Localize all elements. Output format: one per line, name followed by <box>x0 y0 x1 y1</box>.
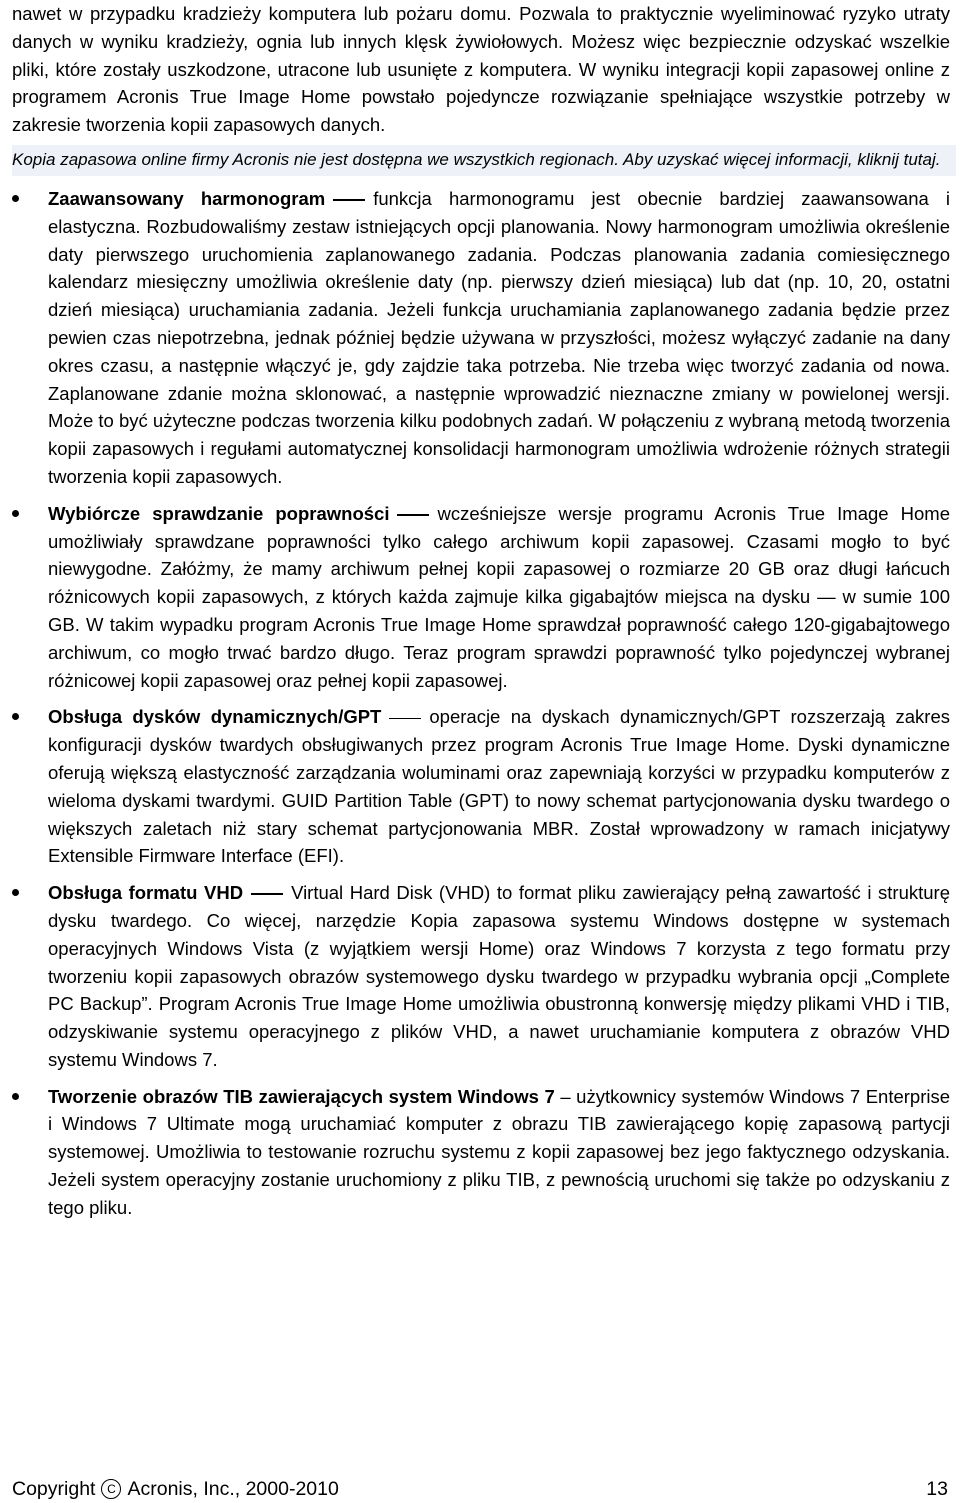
feature-text: funkcja harmonogramu jest obecnie bardziej zaawansowana i elastyczna. Rozbudowaliśmy zestaw istniejących opcji planowania. Nowy harmonogram umożliwia określenie daty pierwszego uruchomienia zaplanowanego zadania. Podczas planowania zadania comiesięcznego kalendarz miesięczny umożliwia określenie daty (np. pierwszy dzień miesiąca) lub dat (np. 10, 20, ostatni dzień miesiąca) uruchamiania zadania. Jeżeli funkcja uruchamiania zaplanowanego zadania będzie przez pewien czas niepotrzebna, jednak później będzie używana w przyszłości, możesz wyłączyć zadanie na dany okres czasu, a następnie włączyć je, gdy zajdzie taka potrzeba. Nie trzeba więc tworzyć zadania od nowa. Zaplanowane zdanie można sklonować, a następnie wprowadzić nieznaczne zmiany w powielonej wersji. Może to być użyteczne podczas tworzenia kilku podobnych zadań. W połączeniu z wybraną metodą tworzenia kopii zapasowych i regułami automatycznej konsolidacji harmonogram umożliwia wdrożenie różnych strategii tworzenia kopii zapasowych. <box>48 187 951 487</box>
feature-item-tib-windows7 <box>12 1083 950 1222</box>
feature-list <box>12 185 950 1222</box>
availability-note: Kopia zapasowa online firmy Acronis nie jest dostępna we wszystkich regionach. Aby uzyskać więcej informacji, kliknij tutaj. <box>12 145 956 176</box>
company-name: Acronis, Inc., 2000-2010 <box>127 1478 339 1500</box>
feature-title: Wybiórcze sprawdzanie poprawności <box>48 502 390 524</box>
feature-title: Obsługa dysków dynamicznych/GPT <box>48 706 382 728</box>
feature-title: Zaawansowany harmonogram <box>48 187 326 209</box>
feature-text: wcześniejsze wersje programu Acronis True Image Home umożliwiały sprawdzane poprawności tylko całego archiwum kopii zapasowej. Czasami mogło to być niewygodne. Załóżmy, że mamy archiwum pełnej kopii zapasowej o rozmiarze 20 GB oraz długi łańcuch różnicowych kopii zapasowych, z których każda zajmuje kilka gigabajtów miejsca na dysku — w sumie 100 GB. W takim wypadku program Acronis True Image Home sprawdzał poprawność całego 120-gigabajtowego archiwum, co mogło trwać bardzo długo. Teraz program sprawdzi poprawność tylko pojedynczej wybranej różnicowej kopii zapasowej oraz pełnej kopii zapasowej. <box>48 502 950 691</box>
bullet-icon <box>12 195 19 202</box>
feature-text: Virtual Hard Disk (VHD) to format pliku zawierający pełną zawartość i strukturę dysku twardego. Co więcej, narzędzie Kopia zapasowa systemu Windows dostępne w systemach operacyjnych Windows Vista (z wyjątkiem wersji Home) oraz Windows 7 korzysta z tego formatu przy tworzeniu kopii zapasowych obrazów systemowego dysku twardego w przypadku wybrania opcji „Complete PC Backup”. Program Acronis True Image Home umożliwia obustronną konwersję między plikami VHD i TIB, odzyskiwanie systemu operacyjnego z plików VHD, a nawet uruchamianie komputera z obrazów VHD systemu Windows 7. <box>48 882 950 1070</box>
feature-text: – użytkownicy systemów Windows 7 Enterprise i Windows 7 Ultimate mogą uruchamiać komputer z obrazu TIB zawierającego kopię zapasową partycji systemowej. Umożliwia to testowanie rozruchu systemu z kopii zapasowej bez jego faktycznego odzyskania. Jeżeli system operacyjny zostanie uruchomiony z pliku TIB, z pewnością uruchomi się także po odzyskaniu z tego pliku. <box>48 1085 951 1218</box>
em-dash <box>251 893 283 895</box>
page-number: 13 <box>926 1478 948 1500</box>
copyright-label: Copyright <box>12 1478 96 1500</box>
copyright-icon: C <box>101 1479 121 1499</box>
feature-title: Obsługa formatu VHD <box>48 882 244 904</box>
bullet-icon <box>12 1093 19 1100</box>
em-dash <box>397 514 429 516</box>
feature-title: Tworzenie obrazów TIB zawierających system Windows 7 <box>48 1085 555 1107</box>
document-page <box>12 0 950 1222</box>
copyright-notice <box>12 1476 339 1502</box>
intro-paragraph: nawet w przypadku kradzieży komputera lub pożaru domu. Pozwala to praktycznie wyeliminować ryzyko utraty danych w wyniku kradzieży, ognia lub innych klęsk żywiołowych. Możesz więc bezpiecznie odzyskać wszelkie pliki, które zostały uszkodzone, utracone lub usunięte z komputera. W wyniku integracji kopii zapasowej online z programem Acronis True Image Home powstało pojedyncze rozwiązanie spełniające wszystkie potrzeby w zakresie tworzenia kopii zapasowych danych. <box>12 3 950 136</box>
bullet-icon <box>12 510 19 517</box>
page-footer <box>12 1476 948 1502</box>
em-dash <box>333 199 365 201</box>
feature-item-dynamic-gpt <box>12 703 950 870</box>
bullet-icon <box>12 713 19 720</box>
feature-item-vhd <box>12 879 950 1074</box>
em-dash <box>389 718 421 720</box>
feature-item-validation <box>12 500 950 695</box>
feature-text: operacje na dyskach dynamicznych/GPT rozszerzają zakres konfiguracji dysków twardych obsługiwanych przez program Acronis True Image Home. Dyski dynamiczne oferują większą elastyczność zarządzania woluminami oraz zapewniają korzyści w przypadku komputerów z wieloma dyskami twardymi. GUID Partition Table (GPT) to nowy schemat partycjonowania dysku twardego o większych zaletach niż stary schemat partycjonowania MBR. Został wprowadzony w ramach inicjatywy Extensible Firmware Interface (EFI). <box>48 706 951 867</box>
feature-item-schedule <box>12 185 950 491</box>
bullet-icon <box>12 889 19 896</box>
